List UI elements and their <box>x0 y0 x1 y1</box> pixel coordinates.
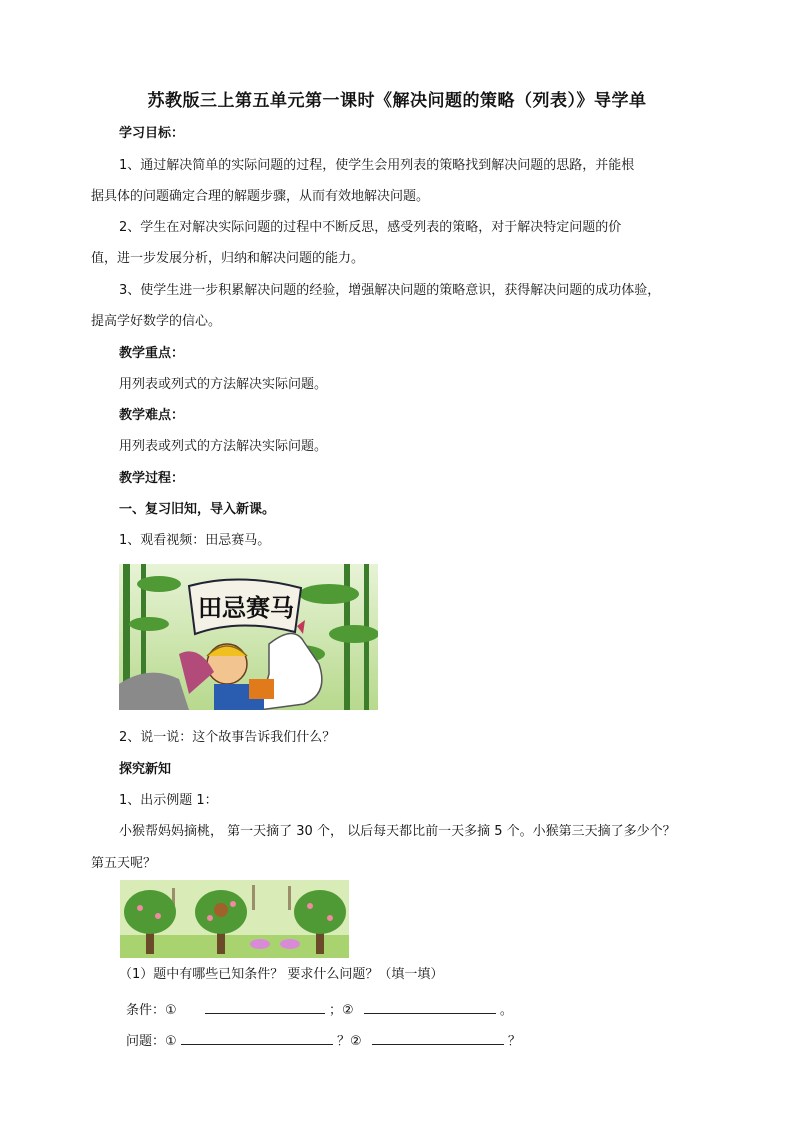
condition-1-blank[interactable] <box>205 999 325 1014</box>
objective-2-line-1: 2、学生在对解决实际问题的过程中不断反思，感受列表的策略，对于解决特定问题的价 <box>119 220 622 235</box>
example-problem-line-2: 第五天呢？ <box>91 856 157 871</box>
objective-3-line-2: 提高学好数学的信心。 <box>91 314 222 329</box>
difficulty-heading: 教学难点： <box>119 408 185 423</box>
objective-3-line-1: 3、使学生进一步积累解决问题的经验，增强解决问题的策略意识，获得解决问题的成功体验， <box>119 283 661 298</box>
example-problem-line-1: 小猴帮妈妈摘桃， 第一天摘了 30 个， 以后每天都比前一天多摘 5 个。小猴第三天摘了多少个？ <box>119 824 676 839</box>
questions-row <box>126 1030 521 1051</box>
page-title: 苏教版三上第五单元第一课时《解决问题的策略（列表）》导学单 <box>147 91 647 111</box>
section-1-heading: 一、复习旧知，导入新课。 <box>119 502 276 517</box>
question-1-blank[interactable] <box>181 1030 333 1045</box>
tianji-horse-race-illustration <box>119 564 378 710</box>
question-2-blank[interactable] <box>372 1030 504 1045</box>
questions-label: 问题：① <box>126 1034 177 1049</box>
item-2-discussion: 2、说一说：这个故事告诉我们什么？ <box>119 730 336 745</box>
example-intro: 1、出示例题 1： <box>119 793 218 808</box>
conditions-row <box>126 999 513 1020</box>
question-1: （1）题中有哪些已知条件？ 要求什么问题？（填一填） <box>119 967 444 982</box>
difficulty-text: 用列表或列式的方法解决实际问题。 <box>119 439 328 454</box>
questions-separator: ？② <box>336 1034 362 1049</box>
conditions-end: 。 <box>499 1003 513 1018</box>
objective-1-line-1: 1、通过解决简单的实际问题的过程，使学生会用列表的策略找到解决问题的思路，并能根 <box>119 158 635 173</box>
peach-trees-illustration <box>120 880 349 958</box>
key-points-heading: 教学重点： <box>119 346 185 361</box>
illustration-caption: 田忌赛马 <box>198 594 294 622</box>
questions-end: ？ <box>507 1034 521 1049</box>
objectives-heading: 学习目标： <box>119 126 185 141</box>
process-heading: 教学过程： <box>119 471 185 486</box>
explore-heading: 探究新知 <box>119 762 172 777</box>
item-1-video: 1、观看视频：田忌赛马。 <box>119 533 271 548</box>
key-points-text: 用列表或列式的方法解决实际问题。 <box>119 377 328 392</box>
condition-2-blank[interactable] <box>364 999 496 1014</box>
objective-1-line-2: 据具体的问题确定合理的解题步骤，从而有效地解决问题。 <box>91 189 430 204</box>
conditions-separator: ；② <box>328 1003 354 1018</box>
objective-2-line-2: 值，进一步发展分析，归纳和解决问题的能力。 <box>91 251 365 266</box>
conditions-label: 条件：① <box>126 1003 177 1018</box>
